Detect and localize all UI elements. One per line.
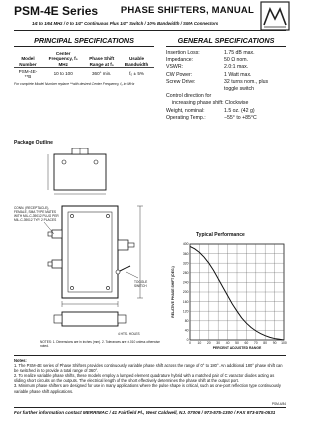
principal-specs-title: PRINCIPAL SPECIFICATIONS [14, 36, 154, 47]
header-rule [14, 30, 286, 31]
col-phase-shift: Phase Shift Range at f₀ [89, 56, 115, 67]
connector-label: CONN. (RECEPTACLE), FEMALE, SMA TYPE MATES WITH MIL-C-39012 PLUG PER MIL-C-39012 TYP. 2 PLACES [14, 206, 59, 222]
note-item-2: 2. To realize variable phase shifts, these models employ a lumped element quadrature hybrid with a matched pair of C varactor diodes acting as sliding short circuits on the outputs. The electrical length of the short effectively determines the phase shift at the output port. [14, 373, 275, 384]
y-tick-label: 320 [182, 261, 189, 266]
package-outline-title: Package Outline [14, 140, 53, 146]
spec-row: VSWR: 2.0:1 max. [166, 64, 249, 71]
x-axis-label: PERCENT ADJUSTED RANGE [212, 346, 262, 350]
y-tick-label: 120 [182, 309, 189, 314]
typical-performance-chart [168, 240, 288, 356]
package-outline-drawing [14, 148, 164, 340]
typical-performance-title: Typical Performance [196, 232, 245, 238]
y-tick-label: 0 [186, 338, 189, 343]
table-header-row [14, 51, 154, 67]
x-tick-label: 80 [263, 341, 268, 345]
footer-rule [14, 407, 286, 408]
revision-code: PSM-4/84 [271, 402, 286, 406]
note-item-3: 3. Minimum phase shifters are designed for use in many applications where the pulse shape is critical, such as one-port reflection type continuously variable phase shift applications. [14, 383, 281, 394]
spec-row: Weight, nominal: 1.5 oz. (42 g) [166, 107, 255, 114]
principal-specs-note: For complete Model Number replace **with desired Center Frequency, f₀ in MHz [14, 81, 135, 86]
cell-frequency: 10 to 100 [42, 67, 84, 80]
principal-specifications [14, 36, 154, 86]
y-tick-label: 360 [182, 251, 189, 256]
y-axis-label: RELATIVE PHASE SHIFT (DEG.) [171, 266, 175, 318]
table-row [14, 67, 154, 80]
series-title: PSM-4E Series [14, 4, 99, 18]
x-tick-label: 70 [253, 341, 258, 345]
notes-rule [14, 355, 286, 356]
spec-row: Insertion Loss: 1.75 dB max. [166, 50, 255, 56]
mounting-holes-label: 4 HTS. HOLES [118, 332, 140, 336]
col-bandwidth: Usable Bandwidth [124, 56, 149, 67]
spec-row: CW Power: 1 Watt max. [166, 71, 252, 78]
x-tick-label: 10 [197, 341, 202, 345]
notes-heading: Notes: [14, 358, 27, 363]
note-item-1: 1. The PSM-4E series of Phase Shifters provides continuously variable phase shift across the range of 0° to 180°. An additional 180° phase shift can be switched in to provide a total range of 360°. [14, 363, 283, 374]
x-tick-label: 0 [189, 341, 191, 345]
spec-row: increasing phase shift: Clockwise [172, 100, 249, 107]
cell-phase-shift: 360° min. [84, 67, 119, 80]
col-model: Model Number [19, 56, 37, 67]
x-tick-label: 50 [235, 341, 239, 345]
col-frequency: Center Frequency, f₀ MHz [48, 51, 78, 67]
x-tick-label: 100 [281, 341, 287, 345]
general-specs-title: GENERAL SPECIFICATIONS [166, 36, 286, 47]
principal-specs-table [14, 51, 154, 80]
cell-bandwidth: f₀ ± 5% [119, 67, 154, 80]
y-tick-label: 280 [182, 271, 189, 275]
general-specifications [166, 36, 286, 122]
x-tick-label: 60 [244, 341, 249, 345]
spec-row: toggle switch [224, 86, 254, 93]
toggle-switch-label: TOGGLE SWITCH [134, 280, 148, 288]
notes-section [14, 358, 286, 394]
spec-row: Impedance: 50 Ω nom. [166, 57, 249, 64]
y-tick-label: 160 [182, 299, 189, 304]
page-subtitle: 1⁄4 to 1⁄64 MHz / 0 to 1⁄4" Continuous Plus 1⁄4" Switch / 10% Bandwidth / SMA Connectors [32, 21, 219, 26]
y-tick-label: 400 [182, 242, 189, 247]
x-tick-label: 40 [225, 341, 230, 345]
y-tick-label: 200 [182, 290, 189, 295]
x-tick-label: 20 [206, 341, 211, 345]
spec-row: Operating Temp.: −55° to +85°C [166, 114, 257, 121]
package-notes: NOTES: 1. Dimensions are in inches (mm). 2. Tolerances are ±.010 unless otherwise noted. [40, 340, 160, 348]
spec-row: Screw Drive: 32 turns nom., plus [166, 78, 269, 85]
x-tick-label: 90 [272, 341, 277, 345]
page-heading: PHASE SHIFTERS, MANUAL [120, 5, 254, 16]
company-logo [260, 1, 290, 31]
spec-row: Control direction for [166, 93, 212, 100]
y-tick-label: 240 [182, 280, 189, 285]
cell-model: PSM-4E-**B [14, 67, 42, 80]
general-specs-list [166, 50, 286, 122]
y-tick-label: 40 [184, 328, 189, 333]
contact-footer: For further information contact MERRIMAC / 41 Fairfield Pl., West Caldwell, NJ. 07006 / 973-575-1300 / FAX 973-575-0531 [14, 410, 276, 415]
x-tick-label: 30 [216, 341, 221, 345]
y-tick-label: 80 [184, 319, 189, 323]
